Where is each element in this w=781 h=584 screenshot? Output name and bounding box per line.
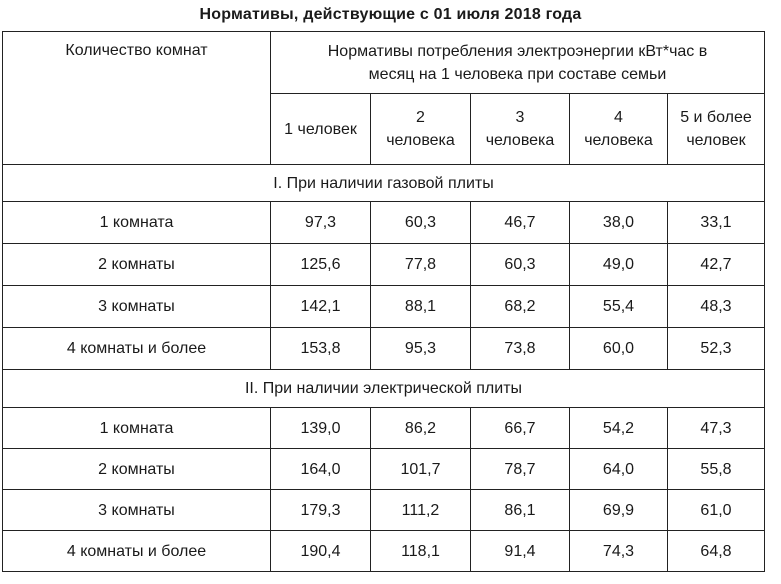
value-cell: 97,3	[271, 202, 371, 244]
rooms-cell: 1 комната	[3, 408, 271, 449]
value-cell: 142,1	[271, 286, 371, 328]
family-size-line-1: 2	[416, 109, 425, 126]
header-family-size-3	[471, 94, 570, 165]
table-row	[3, 531, 765, 572]
family-size-line-1: 1 человек	[284, 120, 357, 138]
header-family-size-2	[371, 94, 471, 165]
header-rooms-count	[3, 32, 271, 165]
family-size-line-1: 4	[614, 109, 623, 126]
section-heading: I. При наличии газовой плиты	[3, 165, 765, 202]
rooms-cell: 1 комната	[3, 202, 271, 244]
value-cell: 60,3	[471, 244, 570, 286]
value-cell: 179,3	[271, 490, 371, 531]
header-consumption-norms	[271, 32, 765, 94]
family-size-line-2: человека	[584, 132, 653, 149]
value-cell: 86,1	[471, 490, 570, 531]
value-cell: 73,8	[471, 328, 570, 370]
value-cell: 111,2	[371, 490, 471, 531]
value-cell: 190,4	[271, 531, 371, 572]
section-row-electric-stove	[3, 370, 765, 408]
header-family-size-4	[570, 94, 668, 165]
value-cell: 60,0	[570, 328, 668, 370]
value-cell: 38,0	[570, 202, 668, 244]
value-cell: 77,8	[371, 244, 471, 286]
value-cell: 88,1	[371, 286, 471, 328]
value-cell: 139,0	[271, 408, 371, 449]
family-size-line-2: человека	[485, 132, 555, 149]
value-cell: 52,3	[668, 328, 765, 370]
family-size-line-2: человека	[386, 132, 455, 149]
family-size-line-2: человек	[686, 132, 746, 149]
value-cell: 55,4	[570, 286, 668, 328]
table-row	[3, 490, 765, 531]
value-cell: 60,3	[371, 202, 471, 244]
value-cell: 64,8	[668, 531, 765, 572]
value-cell: 47,3	[668, 408, 765, 449]
rooms-cell: 2 комнаты	[3, 449, 271, 490]
header-row	[3, 32, 765, 94]
value-cell: 125,6	[271, 244, 371, 286]
value-cell: 54,2	[570, 408, 668, 449]
value-cell: 118,1	[371, 531, 471, 572]
value-cell: 69,9	[570, 490, 668, 531]
rooms-cell: 2 комнаты	[3, 244, 271, 286]
header-family-size-5	[668, 94, 765, 165]
value-cell: 55,8	[668, 449, 765, 490]
table-row	[3, 244, 765, 286]
table-row	[3, 202, 765, 244]
value-cell: 74,3	[570, 531, 668, 572]
value-cell: 42,7	[668, 244, 765, 286]
rooms-cell: 4 комнаты и более	[3, 531, 271, 572]
norms-table	[2, 31, 765, 572]
rooms-cell: 4 комнаты и более	[3, 328, 271, 370]
header-family-size-1	[271, 94, 371, 165]
document-title: Нормативы, действующие с 01 июля 2018 года	[199, 6, 582, 23]
value-cell: 68,2	[471, 286, 570, 328]
value-cell: 33,1	[668, 202, 765, 244]
value-cell: 64,0	[570, 449, 668, 490]
section-heading: II. При наличии электрической плиты	[3, 370, 765, 408]
header-norm-line-1: Нормативы потребления электроэнергии кВт*час в	[327, 42, 708, 60]
value-cell: 91,4	[471, 531, 570, 572]
value-cell: 46,7	[471, 202, 570, 244]
family-size-line-1: 5 и более	[680, 109, 752, 126]
value-cell: 48,3	[668, 286, 765, 328]
table-row	[3, 286, 765, 328]
value-cell: 164,0	[271, 449, 371, 490]
value-cell: 78,7	[471, 449, 570, 490]
header-norm-line-2: месяц на 1 человека при составе семьи	[368, 65, 667, 83]
family-size-line-1: 3	[515, 109, 525, 126]
header-rooms-label: Количество комнат	[65, 42, 208, 59]
value-cell: 61,0	[668, 490, 765, 531]
rooms-cell: 3 комнаты	[3, 286, 271, 328]
value-cell: 95,3	[371, 328, 471, 370]
section-row-gas-stove	[3, 165, 765, 202]
value-cell: 49,0	[570, 244, 668, 286]
value-cell: 101,7	[371, 449, 471, 490]
rooms-cell: 3 комнаты	[3, 490, 271, 531]
table-row	[3, 408, 765, 449]
value-cell: 86,2	[371, 408, 471, 449]
table-row	[3, 328, 765, 370]
table-row	[3, 449, 765, 490]
value-cell: 66,7	[471, 408, 570, 449]
value-cell: 153,8	[271, 328, 371, 370]
